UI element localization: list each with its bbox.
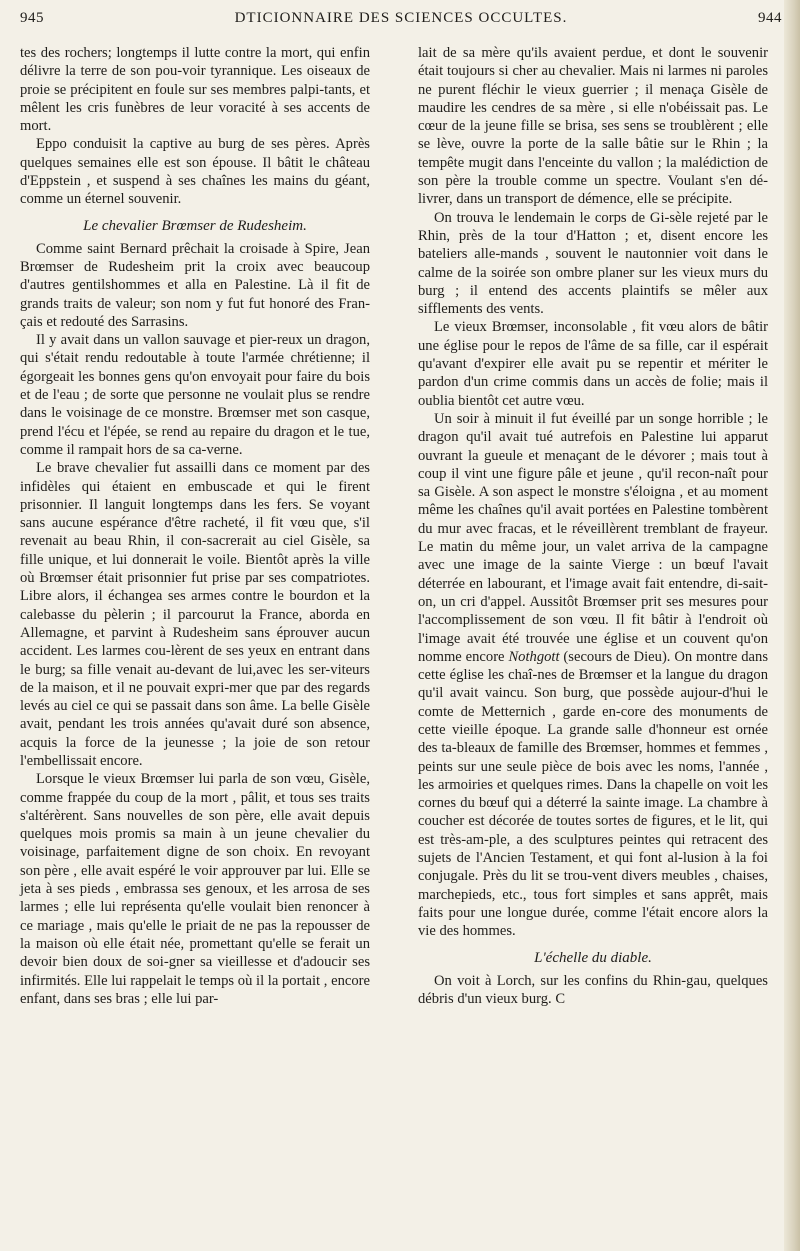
left-column [20,44,370,1008]
paragraph-text: Un soir à minuit il fut éveillé par un songe horrible ; le dragon qu'il avait tué autrefois en Palestine lui apparut ouvrant la gueule et menaçant de le dévorer ; mais tout à coup il vint une figure pâle et jeune , qu'il recon-naît pour sa Gisèle. A son aspect le monstre s'éloigna , et au moment même les chaînes qu'il avait portées en Palestine tombèrent du mur avec fracas, et le réveillèrent tremblant de frayeur. Le matin du même jour, un valet arriva de la campagne avec une image de la sainte Vierge : un bœuf l'avait déterrée en labourant, et l'image avait fait entendre, di-sait-on, un cri d'appel. Aussitôt Brœmser prit ses mesures pour l'accomplissement de son vœu. Il fit bâtir à l'endroit où l'image avait été trouvée une église et un couvent qu'on nomme encore [418,410,768,665]
paragraph [418,410,768,941]
right-page-number: 944 [758,10,782,26]
paragraph: Le brave chevalier fut assailli dans ce moment par des infidèles qui étaient en embuscade et qui le firent prisonnier. Il languit longtemps dans les fers. Se voyant sans aucune espérance d'être racheté, il fit vœu que, s'il revenait au beau Rhin, il con-sacrerait au ciel Gisèle, sa fille unique, et lui donnerait le voile. Bientôt après la ville où Brœmser était prisonnier fut prise par ses compatriotes. Libre alors, il échangea ses armes contre le bourdon et la calebasse du pèlerin ; il parcourut la France, aborda en Allemagne, et parvint à Rudesheim sans éprouver aucun accident. Les larmes cou-lèrent de ses yeux en entrant dans le burg; sa fille venait au-devant de lui,avec les ser-viteurs de la maison, et il ne pouvait expri-mer que par des regards levés au ciel ce qui se passait dans son âme. La belle Gisèle avait, pendant les trois années qu'avait duré son absence, acquis la force de la jeunesse ; la joie de son retour l'embellissait encore. [20,460,370,769]
italic-place-name: Nothgott [508,648,560,665]
left-page-number: 945 [20,10,44,26]
paragraph: Comme saint Bernard prêchait la croisade à Spire, Jean Brœmser de Rudesheim prit la croix avec beaucoup d'autres gentilshommes et alla en Palestine. Là il fit de grands traits de valeur; son nom y fut fut honoré des Fran-çais et redouté des Sarrasins. [20,240,370,330]
page-edge [784,0,800,1251]
paragraph: Eppo conduisit la captive au burg de ses pères. Après quelques semaines elle est son épouse. Il bâtit le château d'Eppstein , et suspend à ses chaînes les mains du géant, comme un éternel souvenir. [20,136,370,208]
section-heading: L'échelle du diable. [534,949,652,966]
paragraph-text: (secours de Dieu). On montre dans cette église les chaî-nes de Brœmser et la langue du dragon qu'il avait vaincu. Son burg, que possède aujour-d'hui le comte de Metternich , garde en-core des monuments de cette vieille époque. La grande salle d'honneur est ornée des ta-bleaux de famille des Brœmser, hommes et femmes , peints sur une seule pièce de bois avec les noms, l'année , les armoiries et quelques rimes. Dans la chapelle on voit les cornes du bœuf qui a déterré la sainte image. La chambre à coucher est décorée de toutes sortes de figures, et le lit, qui est très-am-ple, a des sculptures peintes qui retracent des sujets de l'Ancien Testament, et qui font al-lusion à la foi conjugale. Près du lit se trou-vent divers meubles , chaises, marchepieds, etc., tous fort simples et sans apprêt, mais faits pour une longue durée, comme l'était encore alors la vie des hommes. [418,648,769,940]
right-column [418,44,768,1008]
paragraph: Le vieux Brœmser, inconsolable , fit vœu alors de bâtir une église pour le repos de l'âme de sa fille, car il espérait qu'avant d'expirer elle avait pu se repentir et mériter le pardon d'un crime commis dans un accès de folie; mais il oublia bientôt cet autre vœu. [418,319,768,409]
paragraph: Lorsque le vieux Brœmser lui parla de son vœu, Gisèle, comme frappée du coup de la mort , pâlit, et tous ses traits s'altérèrent. Sans nouvelles de son père, elle avait depuis quelques mois promis sa main à un jeune chevalier du voisinage, parfaitement digne de son choix. En revoyant son père , elle avait espéré le voir approuver par lui. Elle se jeta à ses pieds , embrassa ses genoux, et les arrosa de ses larmes ; elle lui représenta qu'elle voulait bien renoncer à ce mariage , mais qu'elle le priait de ne pas la repousser de la maison où elle était née, promettant qu'elle se ferait un devoir bien doux de soi-gner sa vieillesse et d'adoucir ses infirmités. Elle lui rappelait le temps où il la portait , encore enfant, dans ses bras ; elle lui par- [20,771,370,1007]
paragraph: Il y avait dans un vallon sauvage et pier-reux un dragon, qui s'était rendu redoutable à toute l'armée chrétienne; il égorgeait les bonnes gens qu'on envoyait pour faire du bois et de l'eau ; de sorte que personne ne voulait plus se rendre dans le voisinage de ce monstre. Brœmser met son casque, prend l'écu et l'épée, se rend au repaire du dragon et le tue, comme il rampait hors de sa ca-verne. [20,332,370,458]
paragraph: lait de sa mère qu'ils avaient perdue, et dont le souvenir était toujours si cher au chevalier. Mais ni larmes ni paroles ne purent fléchir le vieux guerrier ; il menaça Gisèle de maudire les cendres de sa mère , si elle n'obéissait pas. Le cœur de la jeune fille se brisa, ses sens se troublèrent ; elle se lève, ouvre la porte de la salle bâtie sur le Rhin ; la tempête mugit dans l'enceinte du vallon ; la malédiction de son père la trouble comme un spectre. Voulant s'en dé-livrer, dans un transport de démence, elle se précipite. [418,45,768,208]
page-header [20,10,782,34]
running-title: DTICIONNAIRE DES SCIENCES OCCULTES. [234,10,568,26]
paragraph: tes des rochers; longtemps il lutte contre la mort, qui enfin délivre la terre de son pou-voir tyrannique. Les oiseaux de proie se précipitent en foule sur ses membres palpi-tants, et mêlent les cris funèbres de leur voracité à ses accents de mort. [20,45,370,135]
section-heading: Le chevalier Brœmser de Rudesheim. [83,217,307,234]
paragraph: On trouva le lendemain le corps de Gi-sèle rejeté par le Rhin, près de la tour d'Hatton ; et, disent encore les bateliers alle-mands , souvent le nautonnier voit dans le calme de la soirée son ombre planer sur les vieux murs du burg ; il entend des accents plaintifs se mêler aux sifflements des vents. [418,209,768,318]
paragraph: On voit à Lorch, sur les confins du Rhin-gau, quelques débris d'un vieux burg. C [418,972,768,1007]
